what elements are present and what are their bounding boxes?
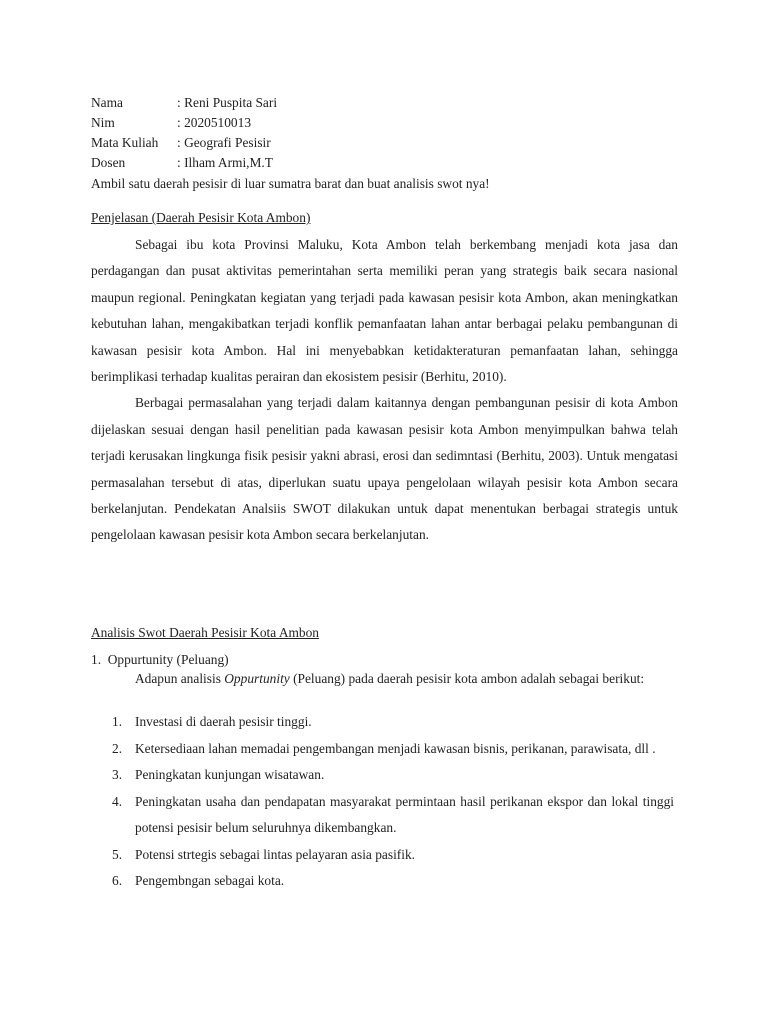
course-row — [91, 133, 271, 153]
item-text: Investasi di daerah pesisir tinggi. — [135, 714, 312, 729]
subheading — [91, 650, 229, 670]
field-value: : Reni Puspita Sari — [177, 95, 278, 110]
item-number: 3. — [112, 767, 123, 782]
intro-text: Adapun analisis — [135, 671, 225, 686]
field-label: Mata Kuliah — [91, 135, 159, 150]
lecturer-row — [91, 153, 273, 173]
intro-paragraph — [91, 670, 678, 688]
assignment-prompt: Ambil satu daerah pesisir di luar sumatra barat dan buat analisis swot nya! — [91, 176, 490, 191]
paragraph: Berbagai permasalahan yang terjadi dalam kaitannya dengan pembangunan pesisir di kota Ambon dijelaskan sesuai dengan hasil penelitian pada kawasan pesisir kota Ambon menyimpulkan bahwa telah terjadi kerusakan lingkunga fisik pesisir yakni abrasi, erosi dan sedimntasi (Berhitu, 2003). Untuk mengatasi permasalahan tersebut di atas, diperlukan suatu upaya pengelolaan wilayah pesisir kota Ambon secara berkelanjutan. Pendekatan Analsiis SWOT dilakukan untuk dapat menentukan berbagai strategis untuk pengelolaan kawasan pesisir kota Ambon secara berkelanjutan. — [91, 395, 678, 543]
item-number: 5. — [112, 846, 123, 862]
item-text: Ketersediaan lahan memadai pengembangan menjadi kawasan bisnis, perikanan, parawisata, dll . — [135, 740, 656, 756]
item-number: 1. — [112, 714, 123, 729]
student-name-row — [91, 93, 277, 113]
subheading-text: Oppurtunity (Peluang) — [107, 652, 229, 667]
field-value: : 2020510013 — [177, 115, 252, 130]
subheading-number: 1. — [91, 652, 102, 667]
list-item — [91, 736, 674, 763]
section-heading: Analisis Swot Daerah Pesisir Kota Ambon — [91, 625, 319, 640]
paragraph: Sebagai ibu kota Provinsi Maluku, Kota Ambon telah berkembang menjadi kota jasa dan perdagangan dan pusat aktivitas pemerintahan serta memiliki peran yang strategis baik secara nasional maupun regional. Peningkatan kegiatan yang terjadi pada kawasan pesisir kota Ambon, akan meningkatkan kebutuhan lahan, mengakibatkan terjadi konflik pemanfaatan lahan antar berbagai pelaku pembangunan di kawasan pesisir kota Ambon. Hal ini menyebabkan ketidakteraturan pemanfaatan lahan, sehingga berimplikasi terhadap kualitas perairan dan ekosistem pesisir (Berhitu, 2010). — [91, 237, 678, 385]
item-text: Peningkatan usaha dan pendapatan masyarakat permintaan hasil perikanan ekspor dan lokal tinggi potensi pesisir belum seluruhnya dikembangkan. — [135, 793, 674, 835]
item-number: 6. — [112, 873, 123, 888]
opportunity-list — [91, 709, 674, 895]
item-number: 2. — [112, 740, 123, 756]
intro-term: Oppurtunity — [224, 671, 290, 686]
section-heading: Penjelasan (Daerah Pesisir Kota Ambon) — [91, 210, 311, 225]
item-number: 4. — [112, 793, 123, 809]
field-value: : Ilham Armi,M.T — [177, 155, 273, 170]
student-id-row — [91, 113, 251, 133]
list-item — [91, 762, 674, 789]
intro-text: (Peluang) pada daerah pesisir kota ambon adalah sebagai berikut: — [289, 671, 645, 686]
list-item — [91, 842, 674, 869]
list-item — [91, 709, 674, 736]
field-label: Nama — [91, 95, 123, 110]
item-text: Peningkatan kunjungan wisatawan. — [135, 767, 325, 782]
explanation-body — [91, 232, 678, 549]
item-text: Potensi strtegis sebagai lintas pelayaran asia pasifik. — [135, 846, 416, 862]
list-item — [91, 868, 674, 895]
field-label: Nim — [91, 115, 115, 130]
list-item — [91, 789, 674, 842]
field-value: : Geografi Pesisir — [177, 135, 271, 150]
item-text: Pengembngan sebagai kota. — [135, 873, 285, 888]
field-label: Dosen — [91, 155, 126, 170]
